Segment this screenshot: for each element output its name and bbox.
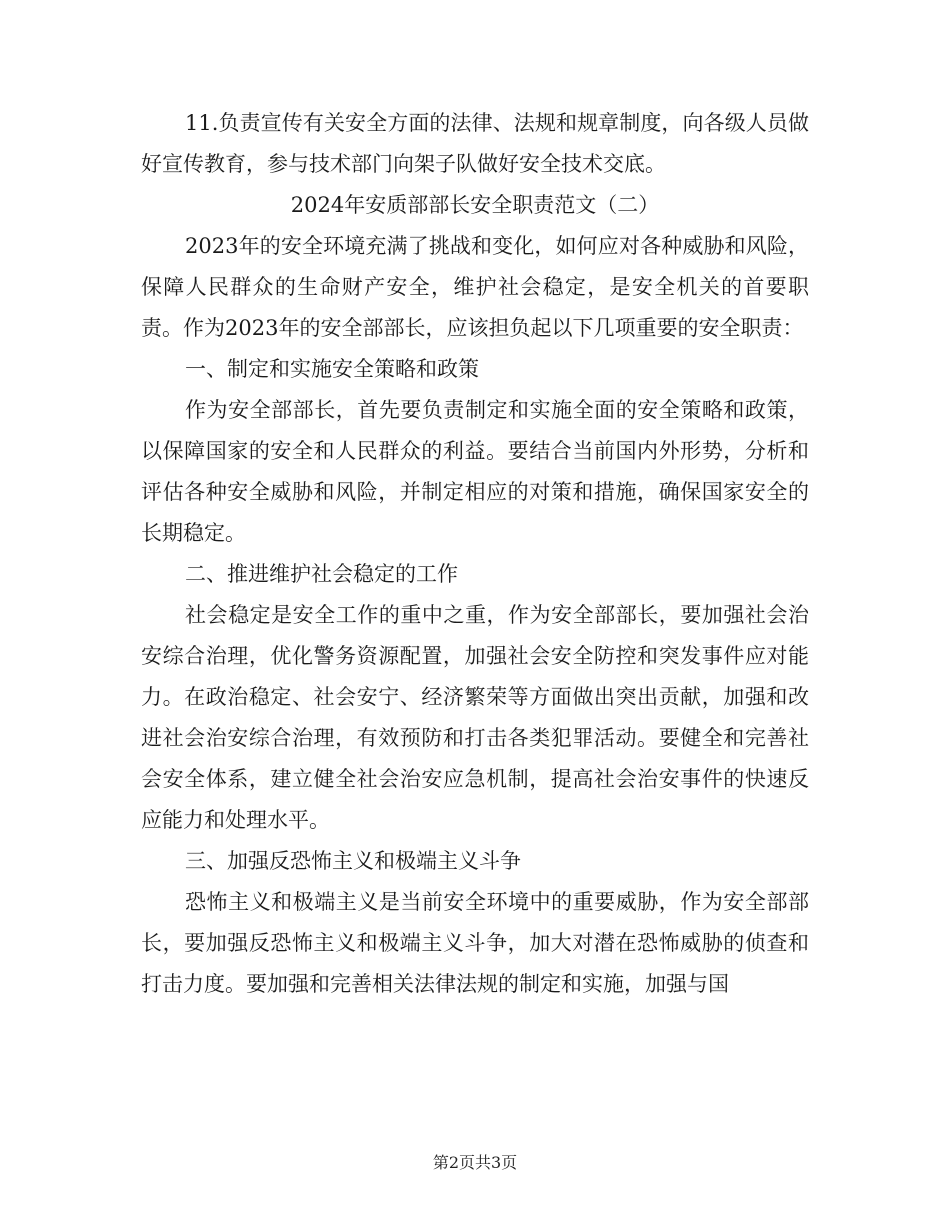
- page-number-footer: 第2页共3页: [432, 1153, 518, 1172]
- stability-paragraph: 社会稳定是安全工作的重中之重，作为安全部部长，要加强社会治安综合治理，优化警务资源配置，加强社会安全防控和突发事件应对能力。在政治稳定、社会安宁、经济繁荣等方面做出突出贡献，加强和改进社会治安综合治理，有效预防和打击各类犯罪活动。要健全和完善社会安全体系，建立健全社会治安应急机制，提高社会治安事件的快速反应能力和处理水平。: [141, 603, 809, 832]
- intro-paragraph: 2023年的安全环境充满了挑战和变化，如何应对各种威胁和风险，保障人民群众的生命财产安全，维护社会稳定，是安全机关的首要职责。作为2023年的安全部部长，应该担负起以下几项重要的安全职责：: [141, 234, 809, 340]
- counterterrorism-paragraph: 恐怖主义和极端主义是当前安全环境中的重要威胁，作为安全部部长，要加强反恐怖主义和极端主义斗争，加大对潜在恐怖威胁的侦查和打击力度。要加强和完善相关法律法规的制定和实施，加强与国: [141, 890, 809, 996]
- section-heading: 2024年安质部部长安全职责范文（二）: [290, 193, 660, 217]
- subheading-stability: 二、推进维护社会稳定的工作: [185, 562, 458, 586]
- paragraph-item-11: 11.负责宣传有关安全方面的法律、法规和规章制度，向各级人员做好宣传教育，参与技术部门向架子队做好安全技术交底。: [141, 111, 809, 176]
- strategy-paragraph: 作为安全部部长，首先要负责制定和实施全面的安全策略和政策，以保障国家的安全和人民群众的利益。要结合当前国内外形势，分析和评估各种安全威胁和风险，并制定相应的对策和措施，确保国家安全的长期稳定。: [141, 398, 809, 545]
- document-body: [141, 103, 809, 1005]
- subheading-counterterrorism: 三、加强反恐怖主义和极端主义斗争: [185, 849, 521, 873]
- subheading-strategy: 一、制定和实施安全策略和政策: [185, 357, 479, 381]
